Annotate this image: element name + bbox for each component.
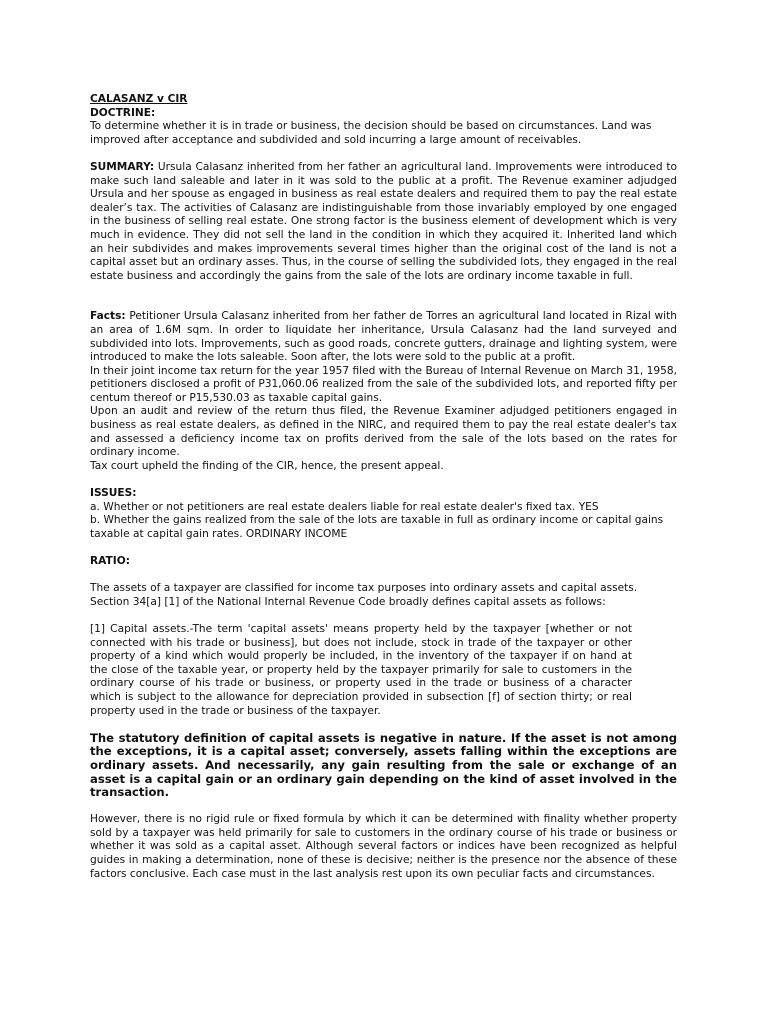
summary-paragraph bbox=[90, 161, 677, 283]
document-page bbox=[90, 93, 677, 881]
statute-quote: [1] Capital assets.-The term 'capital assets' means property held by the taxpayer [whether or not connected with his trade or business], but does not include, stock in trade of the taxpayer or other property of a kind which would properly be included, in the inventory of the taxpayer if on hand at the close of the taxable year, or property held by the taxpayer primarily for sale to customers in the ordinary course of his trade or business, or property used in the trade or business of a character which is subject to the allowance for depreciation provided in subsection [f] of section thirty; or real property used in the trade or business of the taxpayer. bbox=[90, 622, 632, 717]
summary-text: Ursula Calasanz inherited from her father an agricultural land. Improvements were introduced to make such land saleable and later in it was sold to the public at a profit. The Revenue examiner adjudged Ursula and her spouse as engaged in business as real estate dealers and required them to pay the real estate dealer’s tax. The activities of Calasanz are indistinguishable from those invariably employed by one engaged in the business of selling real estate. One strong factor is the business element of development which is very much in evidence. They did not sell the land in the condition in which they acquired it. Inherited land which an heir subdivides and makes improvements several times higher than the original cost of the land is not a capital asset but an ordinary asses. Thus, in the course of selling the subdivided lots, they engaged in the real estate business and accordingly the gains from the sale of the lots are ordinary income taxable in full. bbox=[90, 160, 677, 282]
facts-paragraph-3: Upon an audit and review of the return thus filed, the Revenue Examiner adjudged petitioners engaged in business as real estate dealers, as defined in the NIRC, and required them to pay the real estate dealer's tax and assessed a deficiency income tax on profits derived from the sale of the lots based on the rates for ordinary income. bbox=[90, 405, 677, 459]
ratio-paragraph-2: However, there is no rigid rule or fixed formula by which it can be determined with finality whether property sold by a taxpayer was held primarily for sale to customers in the ordinary course of his trade or business or whether it was sold as a capital asset. Although several factors or indices have been recognized as helpful guides in making a determination, none of these is decisive; neither is the presence nor the absence of these factors conclusive. Each case must in the last analysis rest upon its own peculiar facts and circumstances. bbox=[90, 813, 677, 880]
ratio-bold-paragraph: The statutory definition of capital assets is negative in nature. If the asset is not among the exceptions, it is a capital asset; conversely, assets falling within the exceptions are ordinary assets. And necessarily, any gain resulting from the sale or exchange of an asset is a capital gain or an ordinary gain depending on the kind of asset involved in the transaction. bbox=[90, 730, 677, 800]
issue-b: b. Whether the gains realized from the sale of the lots are taxable in full as ordinary income or capital gains taxable at capital gain rates. ORDINARY INCOME bbox=[90, 514, 664, 540]
doctrine-text: To determine whether it is in trade or business, the decision should be based on circumstances. Land was improved after acceptance and subdivided and sold incurring a large amount of receivables. bbox=[90, 120, 652, 146]
facts-paragraph-4: Tax court upheld the finding of the CIR, hence, the present appeal. bbox=[90, 459, 444, 472]
case-title: CALASANZ v CIR bbox=[90, 93, 188, 105]
facts-heading: Facts: bbox=[90, 310, 126, 323]
issue-a: a. Whether or not petitioners are real estate dealers liable for real estate dealer's fixed tax. YES bbox=[90, 500, 599, 513]
ratio-heading: RATIO: bbox=[90, 555, 130, 567]
facts-paragraph-1 bbox=[90, 310, 677, 364]
issues-heading: ISSUES: bbox=[90, 487, 137, 500]
ratio-paragraph-1: The assets of a taxpayer are classified for income tax purposes into ordinary assets and capital assets. Section 34[a] [1] of the National Internal Revenue Code broadly defines capital assets as follows: bbox=[90, 582, 638, 608]
summary-heading: SUMMARY: bbox=[90, 160, 155, 173]
facts-paragraph-2: In their joint income tax return for the year 1957 filed with the Bureau of Internal Revenue on March 31, 1958, petitioners disclosed a profit of P31,060.06 realized from the sale of the subdivided lots, and reported fifty per centum thereof or P15,530.03 as taxable capital gains. bbox=[90, 364, 677, 404]
facts-text-1: Petitioner Ursula Calasanz inherited from her father de Torres an agricultural land located in Rizal with an area of 1.6M sqm. In order to liquidate her inheritance, Ursula Calasanz had the land surveyed and subdivided into lots. Improvements, such as good roads, concrete gutters, drainage and lighting system, were introduced to make the lots saleable. Soon after, the lots were sold to the public at a profit. bbox=[90, 310, 677, 364]
doctrine-heading: DOCTRINE: bbox=[90, 106, 156, 119]
